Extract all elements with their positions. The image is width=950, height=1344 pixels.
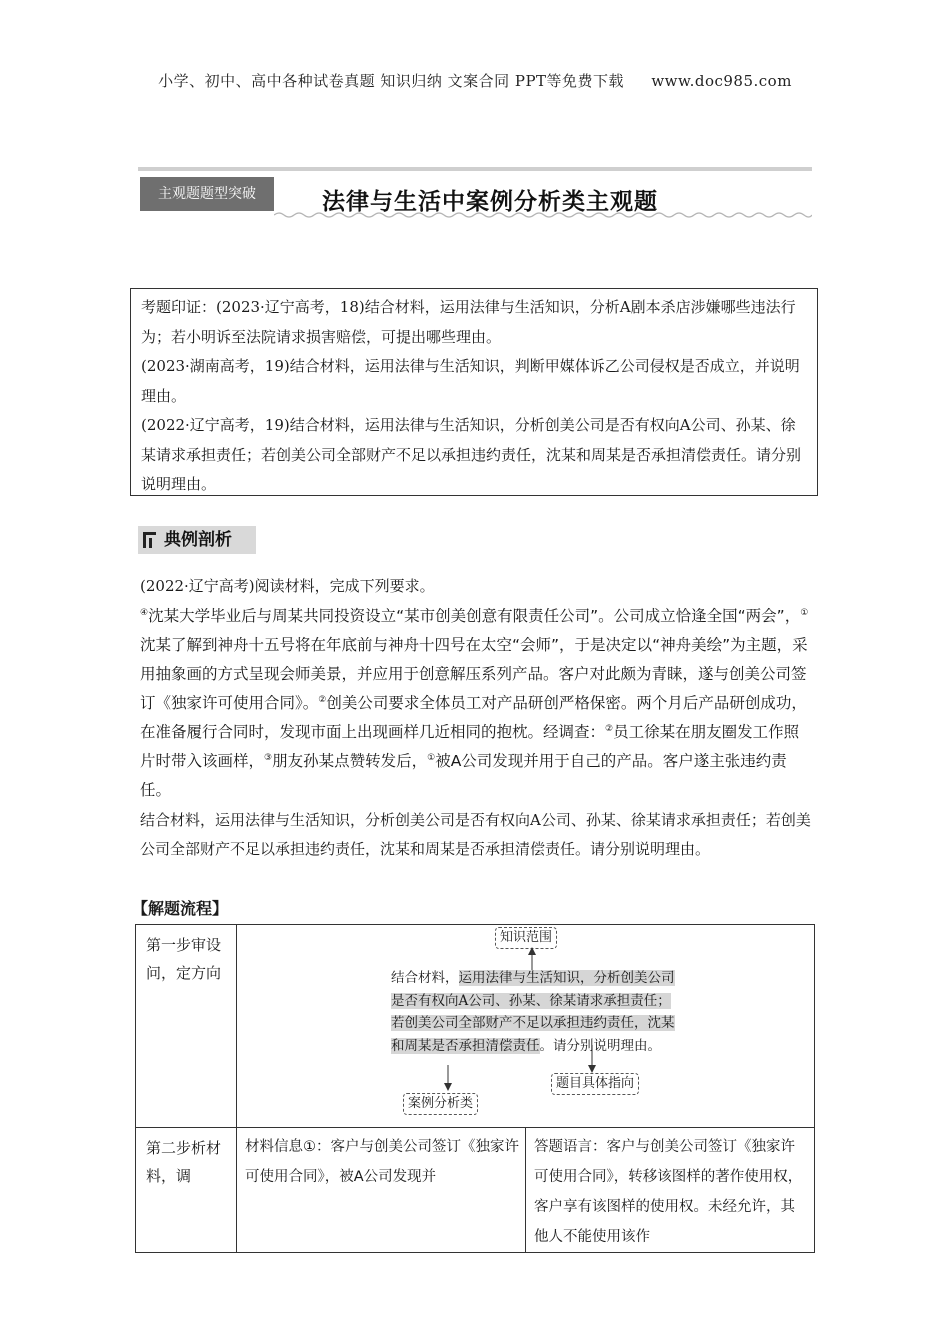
- section-title: 典例剖析: [164, 530, 232, 550]
- exam-reference-box: [130, 288, 818, 496]
- material-mark: ①: [800, 607, 809, 618]
- banner-wave-divider: [274, 211, 812, 219]
- case-type-box: 案例分析类: [403, 1093, 478, 1115]
- knowledge-scope-box: 知识范围: [495, 927, 557, 949]
- section-marker-icon: [143, 532, 156, 548]
- material-text: 员工徐某在朋友圈发工作照片时带入该画样，: [140, 723, 800, 770]
- material-mark: ③: [264, 752, 273, 763]
- material-mark: ④: [140, 607, 149, 618]
- step1-label: 第一步审设问，定方向: [136, 925, 237, 1128]
- example-question-text: 结合材料，运用法律与生活知识，分析创美公司是否有权向A公司、孙某、徐某请求承担责任；若创美公司全部财产不足以承担违约责任，沈某和周某是否承担清偿责任。请分别说明理由。: [140, 811, 811, 858]
- exam-reference-line: (2022·辽宁高考，19)结合材料，运用法律与生活知识，分析创美公司是否有权向A公司、孙某、徐某请求承担责任；若创美公司全部财产不足以承担违约责任，沈某和周某是否承担清偿责任。请分别说明理由。: [141, 416, 802, 493]
- step1-question-text: 结合材料，运用法律与生活知识，分析创美公司是否有权向A公司、孙某、徐某请求承担责任；若创美公司全部财产不足以承担违约责任，沈某和周某是否承担清偿责任。请分别说明理由。: [391, 970, 675, 1054]
- site-header: [0, 70, 950, 91]
- exam-reference-line: 考题印证：(2023·辽宁高考，18)结合材料，运用法律与生活知识，分析A剧本杀店涉嫌哪些违法行为；若小明诉至法院请求损害赔偿，可提出哪些理由。: [141, 298, 796, 346]
- material-text: 创美公司要求全体员工对产品研创严格保密。两个月后产品研创成功，在准备履行合同时，发现市面上出现画样几近相同的抱枕。经调查：: [140, 694, 807, 741]
- material-mark: ①: [427, 752, 436, 763]
- banner-top-bar: [138, 167, 812, 171]
- material-text: 被A公司发现并用于自己的产品。客户遂主张违约责任。: [140, 752, 787, 799]
- material-mark: ②: [318, 694, 327, 705]
- step2-label: 第二步析材料，调: [136, 1128, 237, 1253]
- solution-flow-table: [135, 924, 815, 1253]
- section-heading: [138, 526, 256, 554]
- page-title: 法律与生活中案例分析类主观题: [322, 189, 658, 215]
- example-source-text: (2022·辽宁高考)阅读材料，完成下列要求。: [140, 577, 435, 595]
- material-text: 朋友孙某点赞转发后，: [272, 752, 428, 770]
- banner-tag: 主观题题型突破: [140, 177, 274, 211]
- exam-reference-line: (2023·湖南高考，19)结合材料，运用法律与生活知识，判断甲媒体诉乙公司侵权是否成立，并说明理由。: [141, 357, 800, 405]
- example-question: [140, 806, 814, 864]
- flow-label: 【解题流程】: [132, 899, 229, 918]
- example-material: [140, 602, 814, 805]
- table-row: [136, 925, 815, 1128]
- step1-diagram-cell: [237, 925, 815, 1128]
- step2-material-info: 材料信息①：客户与创美公司签订《独家许可使用合同》，被A公司发现并: [237, 1128, 526, 1253]
- material-text: 沈某大学毕业后与周某共同投资设立“某市创美创意有限责任公司”。公司成立恰逢全国“两会”，: [148, 607, 801, 625]
- step1-diagram: [237, 925, 814, 1127]
- site-url-link[interactable]: www.doc985.com: [651, 72, 792, 90]
- site-header-text: 小学、初中、高中各种试卷真题 知识归纳 文案合同 PPT等免费下载: [158, 72, 625, 90]
- topic-banner: [138, 167, 812, 217]
- material-text: 沈某了解到神舟十五号将在年底前与神舟十四号在太空“会师”，于是决定以“神舟美绘”为主题，采用抽象画的方式呈现会师美景，并应用于创意解压系列产品。客户对此颇为青睐，遂与创美公司签订《独家许可使用合同》。: [140, 636, 808, 712]
- example-source: [140, 572, 814, 601]
- table-row: [136, 1128, 815, 1253]
- material-mark: ②: [605, 723, 614, 734]
- target-direction-box: 题目具体指向: [551, 1073, 639, 1095]
- step2-answer-language: 答题语言：客户与创美公司签订《独家许可使用合同》，转移该图样的著作使用权，客户享有该图样的使用权。未经允许，其他人不能使用该作: [526, 1128, 815, 1253]
